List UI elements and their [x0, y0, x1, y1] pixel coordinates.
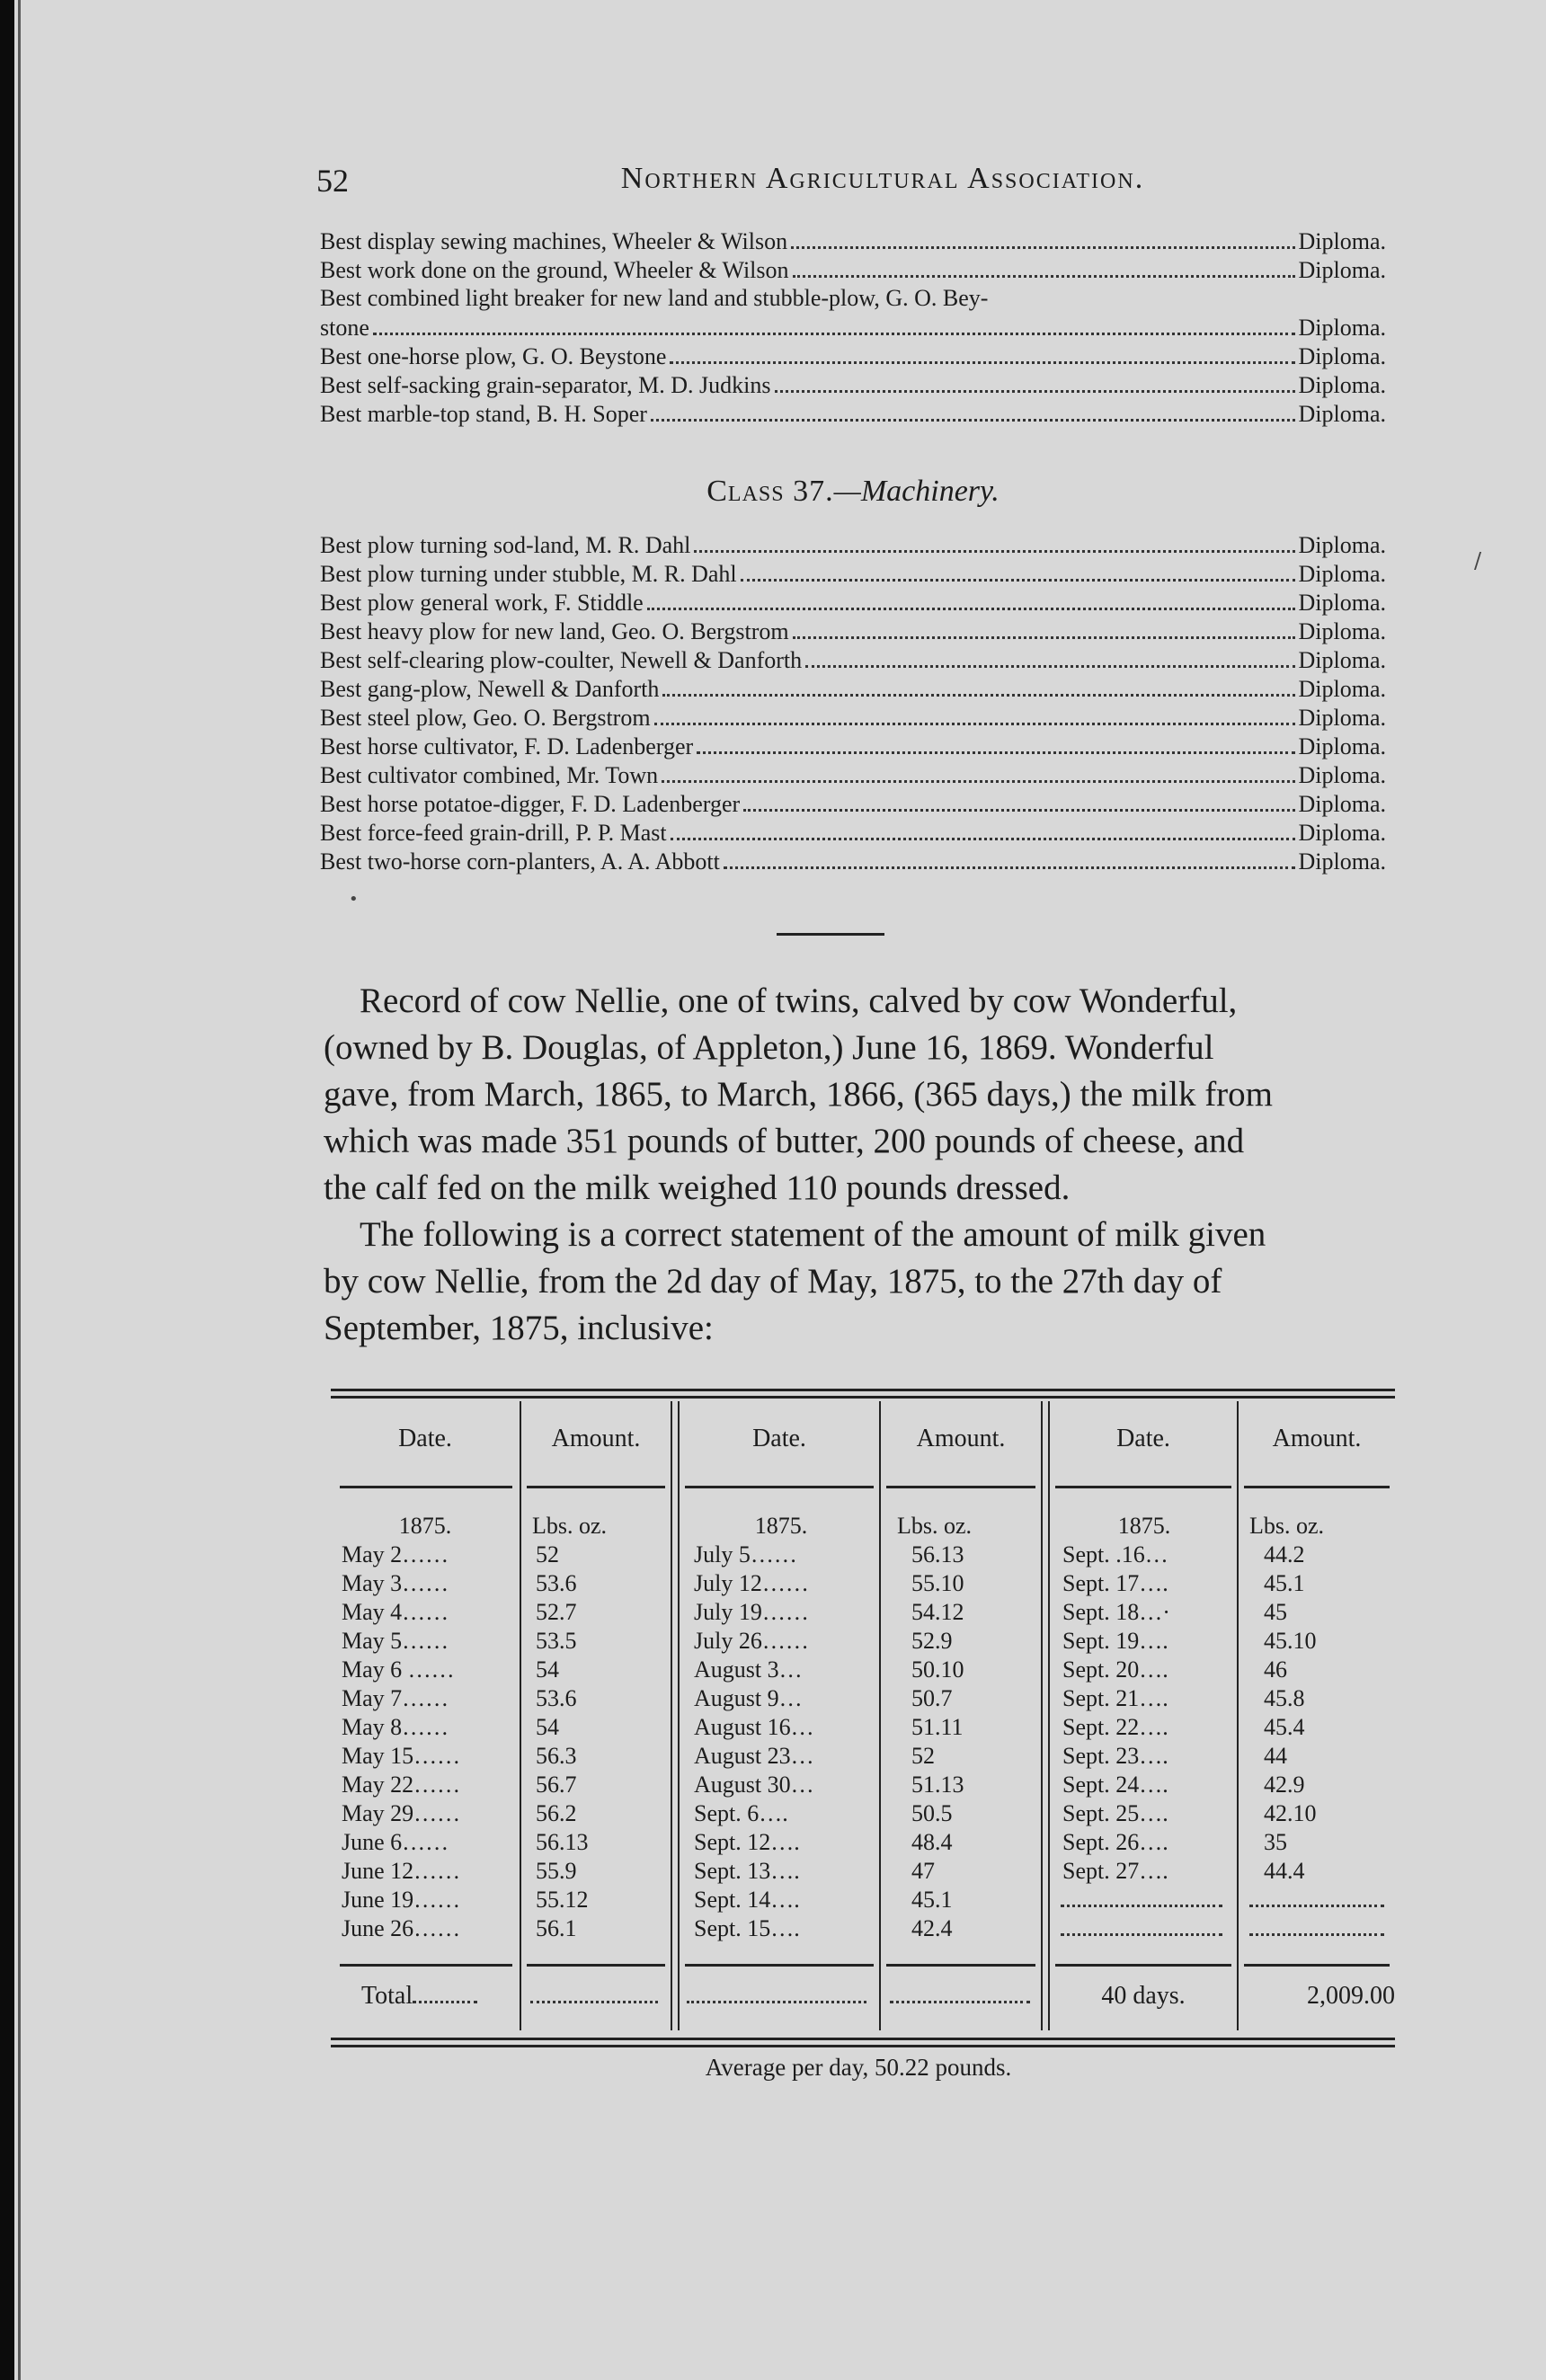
award-text: Best combined light breaker for new land and stubble-plow, G. O. Bey-	[320, 285, 989, 311]
amount-column-2	[892, 1512, 1041, 1943]
paragraph-line: gave, from March, 1865, to March, 1866, (365 days,) the milk from	[324, 1075, 1274, 1114]
leader-dots	[651, 399, 1295, 422]
award-text: Best work done on the ground, Wheeler & Wilson	[320, 257, 789, 283]
amount-cell: 44.4	[1264, 1858, 1305, 1884]
date-cell: Sept. 23….	[1062, 1743, 1168, 1769]
paragraph-line: the calf fed on the milk weighed 110 pounds dressed.	[324, 1168, 1071, 1207]
column-divider	[1041, 1401, 1043, 2030]
total-empty-cell	[890, 1982, 1030, 2011]
leader-dots	[724, 847, 1295, 869]
amount-cell: 53.6	[536, 1570, 577, 1596]
amount-cell: 54	[536, 1714, 559, 1740]
date-cell: July 12……	[694, 1570, 809, 1596]
amount-cell: 52.7	[536, 1599, 577, 1625]
date-cell: May 4……	[342, 1599, 449, 1625]
amount-cell: 53.5	[536, 1628, 577, 1654]
leader-dots	[687, 1985, 866, 2003]
section-divider	[777, 933, 884, 936]
average-line: Average per day, 50.22 pounds.	[705, 2054, 1012, 2081]
table-bottom-rule-2	[331, 2045, 1395, 2047]
date-cell: August 9…	[694, 1685, 803, 1711]
award-prize: Diploma.	[1298, 647, 1386, 673]
award-prize: Diploma.	[1298, 401, 1386, 427]
paragraph-record	[324, 978, 1393, 1212]
header-rule	[685, 1486, 874, 1488]
margin-mark: •	[349, 890, 359, 909]
amount-cell: 53.6	[536, 1685, 577, 1711]
date-cell: August 23…	[694, 1743, 814, 1769]
header-date-2: Date.	[752, 1425, 806, 1452]
date-cell: June 6……	[342, 1829, 449, 1855]
header-rule	[527, 1486, 665, 1488]
date-cell: May 7……	[342, 1685, 449, 1711]
award-list-top	[320, 226, 1386, 428]
date-cell: Sept. 13….	[694, 1858, 800, 1884]
paragraph-line: (owned by B. Douglas, of Appleton,) June 16, 1869. Wonderful	[324, 1028, 1214, 1067]
award-prize: Diploma.	[1298, 257, 1386, 283]
leader-dots	[694, 530, 1294, 553]
paragraph-line: September, 1875, inclusive:	[324, 1309, 714, 1347]
award-prize: Diploma.	[1298, 848, 1386, 875]
amount-cell: 56.13	[536, 1829, 589, 1855]
total-rule	[527, 1964, 665, 1967]
award-text: Best two-horse corn-planters, A. A. Abbott	[320, 848, 720, 875]
date-cell: July 26……	[694, 1628, 809, 1654]
date-cell: Sept. 12….	[694, 1829, 800, 1855]
leader-dots	[890, 1985, 1030, 2003]
award-text: Best marble-top stand, B. H. Soper	[320, 401, 647, 427]
date-cell: Sept. 21….	[1062, 1685, 1168, 1711]
date-cell: Sept. 6….	[694, 1800, 788, 1826]
award-text: Best horse cultivator, F. D. Ladenberger	[320, 733, 694, 759]
amount-column-1	[527, 1512, 671, 1943]
award-prize: Diploma.	[1298, 315, 1386, 341]
award-prize: Diploma.	[1298, 762, 1386, 788]
date-cell: July 5……	[694, 1541, 797, 1567]
total-rule	[886, 1964, 1035, 1967]
paragraph-line: by cow Nellie, from the 2d day of May, 1875, to the 27th day of	[324, 1262, 1222, 1301]
date-cell: May 22……	[342, 1772, 461, 1798]
award-text: Best cultivator combined, Mr. Town	[320, 762, 659, 788]
empty-date-cell	[1052, 1914, 1237, 1943]
leader-dots	[793, 617, 1295, 639]
award-row	[320, 313, 1386, 342]
amount-cell: 50.10	[911, 1656, 964, 1683]
date-cell: August 16…	[694, 1714, 814, 1740]
award-row	[320, 342, 1386, 370]
award-text: Best self-sacking grain-separator, M. D. Judkins	[320, 372, 771, 398]
table-top-rule-2	[331, 1396, 1395, 1399]
award-prize: Diploma.	[1298, 705, 1386, 731]
milk-record-table	[331, 1389, 1395, 2049]
award-row	[320, 645, 1386, 674]
amount-cell: 56.1	[536, 1915, 577, 1941]
amount-cell: 42.4	[911, 1915, 953, 1941]
amount-cell: 50.5	[911, 1800, 953, 1826]
leader-dots	[697, 732, 1294, 754]
award-row	[320, 284, 1386, 313]
award-text: Best steel plow, Geo. O. Bergstrom	[320, 705, 651, 731]
date-cell: May 5……	[342, 1628, 449, 1654]
award-prize: Diploma.	[1298, 676, 1386, 702]
table-top-rule	[331, 1389, 1395, 1391]
year-label: 1875.	[754, 1513, 808, 1539]
amount-cell: 48.4	[911, 1829, 953, 1855]
amount-cell: 54	[536, 1656, 559, 1683]
total-rule	[1055, 1964, 1231, 1967]
date-cell: May 8……	[342, 1714, 449, 1740]
date-cell: Sept. 24….	[1062, 1772, 1168, 1798]
amount-cell: 55.9	[536, 1858, 577, 1884]
date-cell: May 2……	[342, 1541, 449, 1567]
margin-mark: /	[1474, 548, 1482, 573]
total-label-cell	[361, 1982, 514, 2011]
total-rule	[685, 1964, 874, 1967]
empty-amount-cell	[1244, 1886, 1395, 1914]
class-subject: —Machinery.	[833, 475, 1000, 508]
amount-cell: 55.12	[536, 1887, 589, 1913]
award-list-machinery	[320, 530, 1386, 875]
date-cell: Sept. 18…·	[1062, 1599, 1170, 1625]
award-text: Best plow turning sod-land, M. R. Dahl	[320, 532, 691, 558]
leader-dots	[793, 255, 1295, 278]
leader-dots	[670, 342, 1294, 364]
class-label: Class 37.	[706, 475, 834, 508]
date-cell: May 29……	[342, 1800, 461, 1826]
header-date-1: Date.	[398, 1425, 452, 1452]
amount-cell: 47	[911, 1858, 935, 1884]
year-label: 1875.	[1117, 1513, 1171, 1539]
amount-cell: 45.1	[1264, 1570, 1305, 1596]
amount-cell: 55.10	[911, 1570, 964, 1596]
date-cell: May 6 ……	[342, 1656, 455, 1683]
empty-amount-cell	[1244, 1914, 1395, 1943]
class-heading	[320, 475, 1386, 509]
award-text: Best gang-plow, Newell & Danforth	[320, 676, 660, 702]
leader-dots	[741, 559, 1295, 582]
column-divider	[879, 1401, 881, 2030]
award-row	[320, 255, 1386, 284]
leader-dots	[662, 760, 1294, 783]
unit-label: Lbs. oz.	[897, 1513, 973, 1539]
running-head: Northern Agricultural Association.	[620, 162, 1145, 195]
amount-cell: 52	[911, 1743, 935, 1769]
award-row	[320, 370, 1386, 399]
date-cell: Sept. 19….	[1062, 1628, 1168, 1654]
date-cell: Sept. 26….	[1062, 1829, 1168, 1855]
year-label: 1875.	[398, 1513, 452, 1539]
header-amount-1: Amount.	[551, 1425, 641, 1452]
column-divider	[1237, 1401, 1239, 2030]
leader-dots	[647, 588, 1295, 610]
award-text: Best one-horse plow, G. O. Beystone	[320, 343, 667, 369]
leader-dots	[654, 703, 1295, 725]
award-prize: Diploma.	[1298, 820, 1386, 846]
amount-cell: 42.10	[1264, 1800, 1317, 1826]
award-prize: Diploma.	[1298, 372, 1386, 398]
award-text: Best self-clearing plow-coulter, Newell & Danforth	[320, 647, 803, 673]
amount-cell: 45	[1264, 1599, 1287, 1625]
award-prize: Diploma.	[1298, 343, 1386, 369]
amount-cell: 56.13	[911, 1541, 964, 1567]
paragraph-line: Record of cow Nellie, one of twins, calved by cow Wonderful,	[360, 981, 1238, 1020]
amount-cell: 45.8	[1264, 1685, 1305, 1711]
award-row	[320, 588, 1386, 617]
award-row	[320, 703, 1386, 732]
award-text: Best plow general work, F. Stiddle	[320, 590, 644, 616]
award-text: stone	[320, 315, 369, 341]
header-date-3: Date.	[1116, 1425, 1170, 1452]
award-row	[320, 789, 1386, 818]
total-empty-cell	[687, 1982, 866, 2011]
leader-dots	[413, 1985, 477, 2003]
amount-cell: 35	[1264, 1829, 1287, 1855]
leader-dots	[1249, 1888, 1384, 1907]
total-rule	[1244, 1964, 1390, 1967]
date-cell: Sept. 15….	[694, 1915, 800, 1941]
header-amount-3: Amount.	[1272, 1425, 1362, 1452]
award-text: Best plow turning under stubble, M. R. Dahl	[320, 561, 737, 587]
leader-dots	[1249, 1917, 1384, 1936]
header-amount-2: Amount.	[916, 1425, 1006, 1452]
header-rule	[1244, 1486, 1390, 1488]
award-row	[320, 530, 1386, 559]
date-cell: Sept. 27….	[1062, 1858, 1168, 1884]
paragraph-line: The following is a correct statement of the amount of milk given	[360, 1215, 1266, 1254]
award-prize: Diploma.	[1298, 561, 1386, 587]
award-row	[320, 399, 1386, 428]
amount-cell: 52.9	[911, 1628, 953, 1654]
date-column-2	[683, 1512, 879, 1943]
amount-cell: 44.2	[1264, 1541, 1305, 1567]
date-cell: Sept. 22….	[1062, 1714, 1168, 1740]
amount-cell: 52	[536, 1541, 559, 1567]
date-cell: Sept. .16…	[1062, 1541, 1168, 1567]
amount-cell: 44	[1264, 1743, 1287, 1769]
award-row	[320, 732, 1386, 760]
empty-date-cell	[1052, 1886, 1237, 1914]
table-bottom-rule	[331, 2038, 1395, 2040]
unit-label: Lbs. oz.	[1249, 1513, 1325, 1539]
date-cell: July 19……	[694, 1599, 809, 1625]
award-prize: Diploma.	[1298, 733, 1386, 759]
amount-cell: 51.13	[911, 1772, 964, 1798]
date-cell: Sept. 20….	[1062, 1656, 1168, 1683]
amount-cell: 56.3	[536, 1743, 577, 1769]
column-divider	[678, 1401, 680, 2030]
total-label: Total	[361, 1982, 413, 2010]
amount-cell: 51.11	[911, 1714, 964, 1740]
total-rule	[340, 1964, 512, 1967]
award-row	[320, 226, 1386, 255]
page-number: 52	[316, 163, 349, 199]
unit-label: Lbs. oz.	[532, 1513, 608, 1539]
header-rule	[1055, 1486, 1231, 1488]
leader-dots	[1061, 1888, 1222, 1907]
leader-dots	[530, 1985, 658, 2003]
date-cell: August 3…	[694, 1656, 803, 1683]
award-text: Best heavy plow for new land, Geo. O. Bergstrom	[320, 618, 789, 644]
amount-cell: 42.9	[1264, 1772, 1305, 1798]
leader-dots	[1061, 1917, 1222, 1936]
leader-dots	[662, 674, 1294, 697]
award-prize: Diploma.	[1298, 618, 1386, 644]
date-column-1	[331, 1512, 520, 1943]
date-cell: June 26……	[342, 1915, 461, 1941]
award-prize: Diploma.	[1298, 791, 1386, 817]
paragraph-statement	[324, 1212, 1393, 1352]
total-days: 40 days.	[1101, 1982, 1186, 2010]
amount-cell: 56.7	[536, 1772, 577, 1798]
award-row	[320, 559, 1386, 588]
leader-dots	[373, 313, 1295, 335]
date-cell: Sept. 17….	[1062, 1570, 1168, 1596]
award-row	[320, 847, 1386, 875]
amount-cell: 45.10	[1264, 1628, 1317, 1654]
amount-cell: 56.2	[536, 1800, 577, 1826]
column-divider	[1048, 1401, 1050, 2030]
amount-cell: 50.7	[911, 1685, 953, 1711]
award-row	[320, 818, 1386, 847]
award-prize: Diploma.	[1298, 228, 1386, 254]
award-row	[320, 674, 1386, 703]
award-prize: Diploma.	[1298, 590, 1386, 616]
amount-cell: 46	[1264, 1656, 1287, 1683]
leader-dots	[743, 789, 1294, 812]
leader-dots	[805, 645, 1294, 668]
page-header	[316, 162, 1393, 201]
amount-cell: 45.4	[1264, 1714, 1305, 1740]
date-cell: June 12……	[342, 1858, 461, 1884]
amount-cell: 45.1	[911, 1887, 953, 1913]
leader-dots	[791, 226, 1294, 249]
award-row	[320, 617, 1386, 645]
date-cell: May 3……	[342, 1570, 449, 1596]
leader-dots	[671, 818, 1295, 840]
date-column-3	[1052, 1512, 1237, 1943]
date-cell: August 30…	[694, 1772, 814, 1798]
award-prize: Diploma.	[1298, 532, 1386, 558]
award-text: Best force-feed grain-drill, P. P. Mast	[320, 820, 667, 846]
total-amount: 2,009.00	[1307, 1982, 1395, 2010]
total-empty-cell	[530, 1982, 658, 2011]
header-rule	[886, 1486, 1035, 1488]
amount-column-3	[1244, 1512, 1395, 1943]
header-rule	[340, 1486, 512, 1488]
award-text: Best display sewing machines, Wheeler & Wilson	[320, 228, 788, 254]
date-cell: Sept. 25….	[1062, 1800, 1168, 1826]
column-divider	[671, 1401, 672, 2030]
award-row	[320, 760, 1386, 789]
date-cell: Sept. 14….	[694, 1887, 800, 1913]
column-divider	[520, 1401, 521, 2030]
paragraph-line: which was made 351 pounds of butter, 200 pounds of cheese, and	[324, 1122, 1245, 1160]
award-text: Best horse potatoe-digger, F. D. Ladenberger	[320, 791, 741, 817]
leader-dots	[775, 370, 1295, 393]
date-cell: May 15……	[342, 1743, 461, 1769]
amount-cell: 54.12	[911, 1599, 964, 1625]
date-cell: June 19……	[342, 1887, 461, 1913]
